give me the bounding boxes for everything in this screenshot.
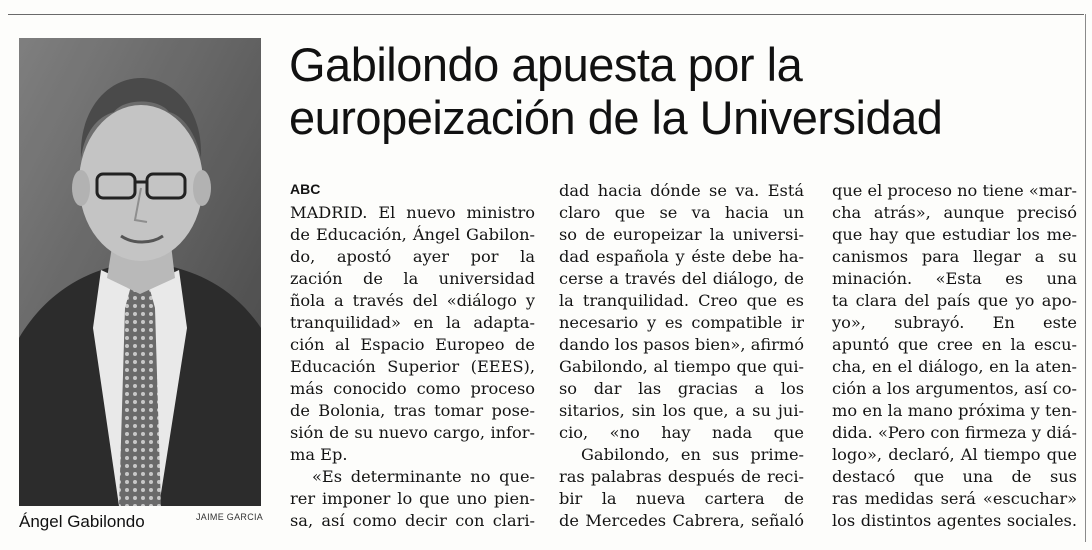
text-line: ñola a través del «diálogo y — [290, 291, 535, 310]
text-line: Gabilondo, al tiempo que qui- — [559, 357, 804, 376]
headline-line: europeización de la Universidad — [289, 91, 943, 144]
text-line: ras palabras después de reci- — [559, 467, 804, 486]
text-line: so de europeizar la universi- — [559, 225, 804, 244]
text-line: cha atrás», aunque precisó — [832, 203, 1077, 222]
text-line: que hay que estudiar los me- — [832, 225, 1077, 244]
text-line: cio, «no hay nada que — [559, 423, 804, 442]
text-line: do, apostó ayer por la — [290, 247, 535, 266]
text-line: tranquilidad» en la adapta- — [290, 313, 535, 332]
text-line: destacó que una de sus — [832, 467, 1077, 486]
text-line: ras medidas será «escuchar» — [832, 489, 1077, 508]
text-line: sa, así como decir con clari- — [290, 511, 535, 530]
photo-credit: JAIME GARCIA — [196, 512, 264, 522]
text-line: Educación Superior (EEES), — [290, 357, 535, 376]
text-line: dad española y éste debe ha- — [559, 247, 804, 266]
text-line: sión de su nuevo cargo, infor- — [290, 423, 535, 442]
text-line: rer imponer lo que uno pien- — [290, 489, 535, 508]
agency-byline: ABC — [290, 181, 321, 197]
text-line: de Educación, Ángel Gabilon- — [290, 225, 535, 244]
text-line: los distintos agentes sociales. — [832, 511, 1077, 530]
text-line: ta clara del país que yo apo- — [832, 291, 1077, 310]
text-line: de Bolonia, tras tomar pose- — [290, 401, 535, 420]
text-line: necesario y es compatible ir — [559, 313, 804, 332]
text-line: dando los pasos bien», afirmó — [559, 335, 804, 354]
text-line: dida. «Pero con firmeza y diá- — [832, 423, 1077, 442]
text-line: ma Ep. — [290, 445, 348, 464]
text-line: logo», declaró, Al tiempo que — [832, 445, 1077, 464]
right-rule — [1085, 14, 1086, 542]
text-line: «Es determinante no que- — [312, 467, 535, 486]
top-rule — [8, 14, 1084, 15]
text-line: de Mercedes Cabrera, señaló — [559, 511, 804, 530]
text-line: zación de la universidad — [290, 269, 535, 288]
text-line: que el proceso no tiene «mar- — [832, 181, 1077, 200]
text-line: yo», subrayó. En este — [832, 313, 1077, 332]
text-line: MADRID. El nuevo ministro — [290, 203, 535, 222]
text-line: ción al Espacio Europeo de — [290, 335, 535, 354]
text-line: cerse a través del diálogo, de — [559, 269, 804, 288]
text-line: minación. «Esta es una — [832, 269, 1077, 288]
article-column-2 — [559, 180, 804, 532]
text-line: bir la nueva cartera de — [559, 489, 804, 508]
text-line: cha, en el diálogo, en la aten- — [832, 357, 1077, 376]
text-line: más conocido como proceso — [290, 379, 535, 398]
text-line: dad hacia dónde se va. Está — [559, 181, 804, 200]
text-line: claro que se va hacia un — [559, 203, 804, 222]
article-column-3 — [832, 180, 1077, 532]
text-line: canismos para llegar a su — [832, 247, 1077, 266]
portrait-illustration — [19, 38, 261, 506]
text-line: apuntó que cree en la escu- — [832, 335, 1077, 354]
text-line: so dar las gracias a los — [559, 379, 804, 398]
headline — [289, 38, 1069, 144]
photo-caption: Ángel Gabilondo — [19, 512, 145, 531]
article-column-1 — [290, 180, 535, 532]
text-line: mo en la mano próxima y ten- — [832, 401, 1077, 420]
text-line: Gabilondo, en sus prime- — [581, 445, 804, 464]
portrait-photo — [19, 38, 261, 506]
text-line: ción a los argumentos, así co- — [832, 379, 1077, 398]
headline-line: Gabilondo apuesta por la — [289, 38, 803, 91]
text-line: sitarios, sin los que, a su jui- — [559, 401, 804, 420]
text-line: la tranquilidad. Creo que es — [559, 291, 804, 310]
